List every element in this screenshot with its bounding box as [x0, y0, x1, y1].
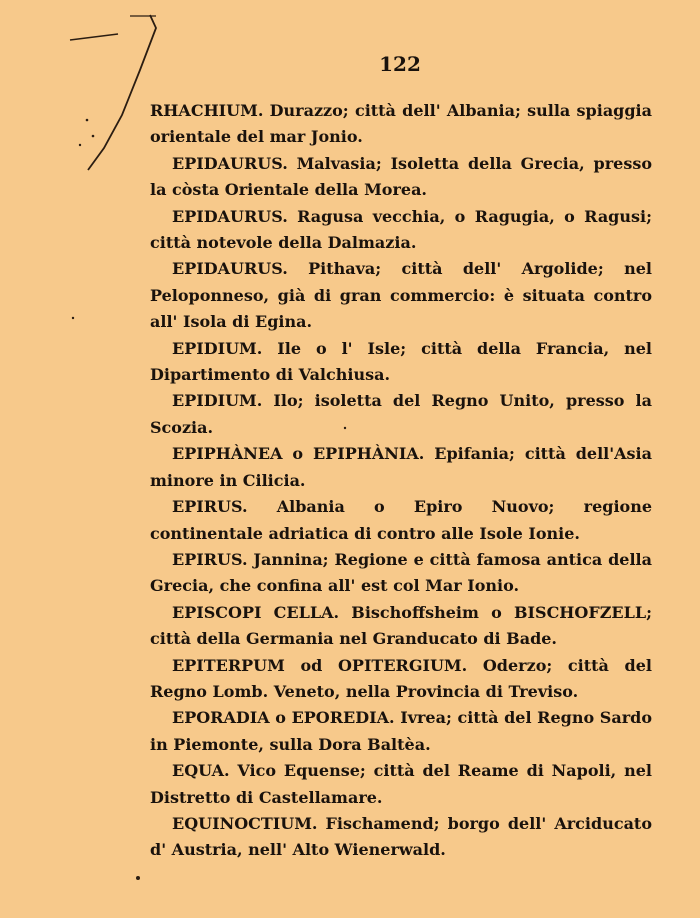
entry-epirus-jannina: EPIRUS. Jannina; Regione e città famosa antica della Grecia, che confina all' est col Mar Ionio.: [150, 549, 652, 596]
entry-epirus-albania: EPIRUS. Albania o Epiro Nuovo; regione continentale adriatica di contro alle Isole Ionie.: [150, 497, 652, 543]
entry-equinoctium: EQUINOCTIUM. Fischamend; borgo dell' Arciducato d' Austria, nell' Alto Wienerwald.: [150, 813, 652, 860]
entry-epiphanea: EPIPHÀNEA o EPIPHÀNIA. Epifania; città dell'Asia minore in Cilicia.: [150, 444, 652, 490]
gazetteer-entries: [150, 98, 652, 864]
entry-epidium-isle: EPIDIUM. Ile o l' Isle; città della Francia, nel Dipartimento di Valchiusa.: [150, 338, 652, 385]
entry-eporadia: EPORADIA o EPOREDIA. Ivrea; città del Regno Sardo in Piemonte, sulla Dora Baltèa.: [150, 708, 652, 754]
entry-epidaurus-pithava: EPIDAURUS. Pithava; città dell' Argolide; nel Peloponneso, già di gran commercio: è situata contro all' Isola di Egina.: [150, 259, 652, 332]
entry-episcopi-cella: EPISCOPI CELLA. Bischoffsheim o BISCHOFZELL; città della Germania nel Granducato di Bade.: [150, 602, 652, 649]
entry-epiterpum: EPITERPUM od OPITERGIUM. Oderzo; città del Regno Lomb. Veneto, nella Provincia di Treviso.: [150, 655, 652, 701]
entry-epidium-ilo: EPIDIUM. Ilo; isoletta del Regno Unito, presso la Scozia.: [150, 391, 652, 437]
entry-epidaurus-malvasia: EPIDAURUS. Malvasia; Isoletta della Grecia, presso la còsta Orientale della Morea.: [150, 153, 652, 200]
entry-equa: EQUA. Vico Equense; città del Reame di Napoli, nel Distretto di Castellamare.: [150, 761, 652, 807]
page-number: 122: [379, 52, 421, 76]
entry-epidaurus-ragusa: EPIDAURUS. Ragusa vecchia, o Ragugia, o Ragusi; città notevole della Dalmazia.: [150, 206, 652, 253]
entry-rhachium: RHACHIUM. Durazzo; città dell' Albania; sulla spiaggia orientale del mar Jonio.: [150, 101, 652, 147]
